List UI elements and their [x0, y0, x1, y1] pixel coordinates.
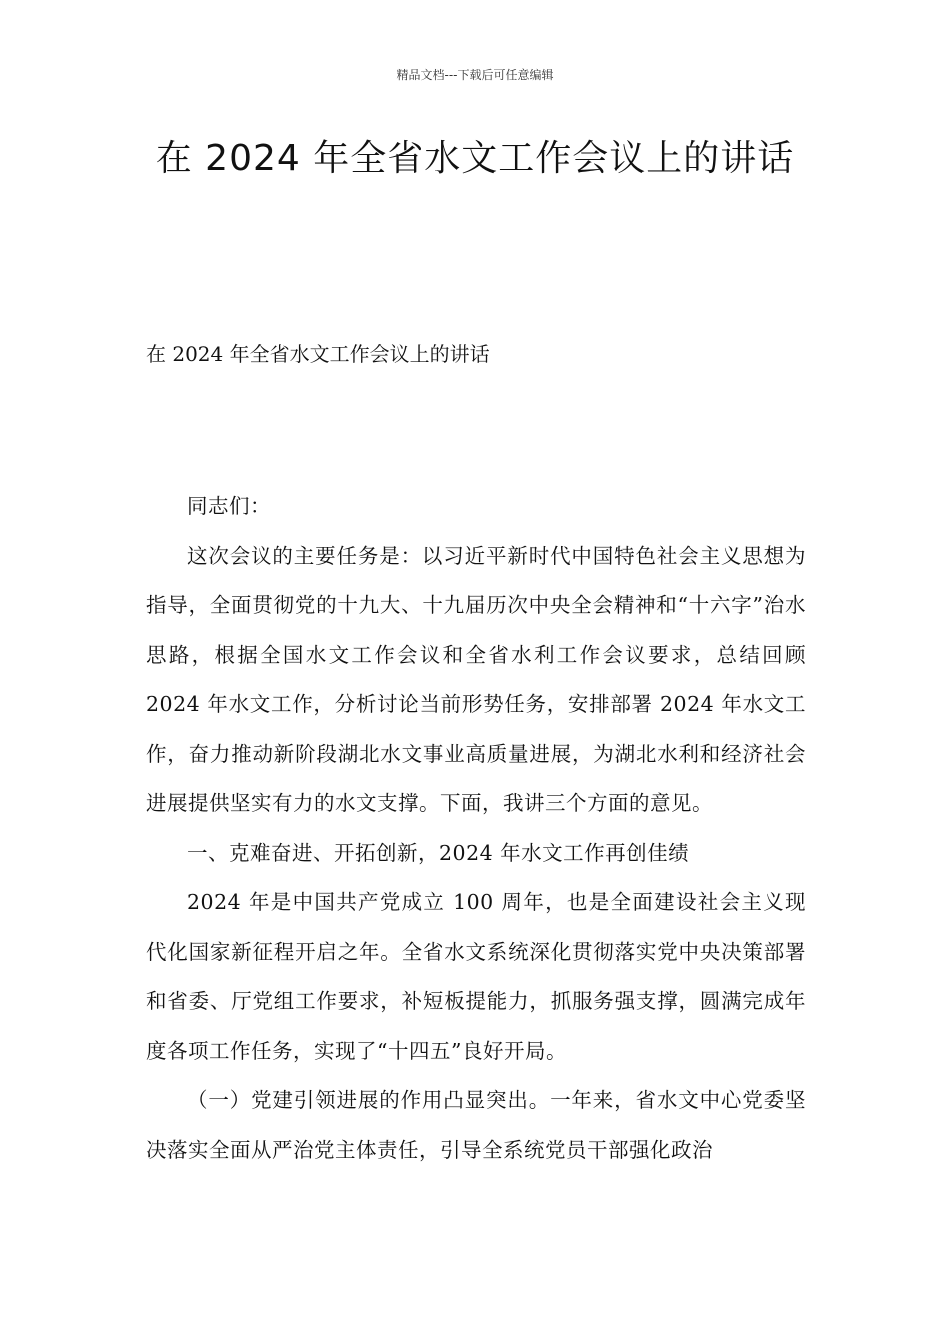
paragraph-subsection-1: （一）党建引领进展的作用凸显突出。一年来，省水文中心党委坚决落实全面从严治党主体责任，引导全系统党员干部强化政治: [146, 1088, 806, 1162]
paragraph-section-1-intro: 2024 年是中国共产党成立 100 周年，也是全面建设社会主义现代化国家新征程开启之年。全省水文系统深化贯彻落实党中央决策部署和省委、厅党组工作要求，补短板提能力，抓服务强支撑，圆满完成年度各项工作任务，实现了“十四五”良好开局。: [146, 890, 806, 1063]
body-text: [146, 482, 806, 1175]
paragraph-salutation: 同志们：: [187, 494, 271, 518]
paragraph-intro: 这次会议的主要任务是：以习近平新时代中国特色社会主义思想为指导，全面贯彻党的十九大、十九届历次中央全会精神和“十六字”治水思路，根据全国水文工作会议和全省水利工作会议要求，总结回顾 2024 年水文工作，分析讨论当前形势任务，安排部署 2024 年水文工作，奋力推动新阶段湖北水文事业高质量进展，为湖北水利和经济社会进展提供坚实有力的水文支撑。下面，我讲三个方面的意见。: [146, 543, 806, 815]
document-subtitle: 在 2024 年全省水文工作会议上的讲话: [146, 342, 490, 366]
header-note: 精品文档---下载后可任意编辑: [396, 68, 554, 82]
page-title: 在 2024 年全省水文工作会议上的讲话: [155, 138, 795, 179]
section-heading-1: 一、克难奋进、开拓创新，2024 年水文工作再创佳绩: [187, 840, 690, 865]
